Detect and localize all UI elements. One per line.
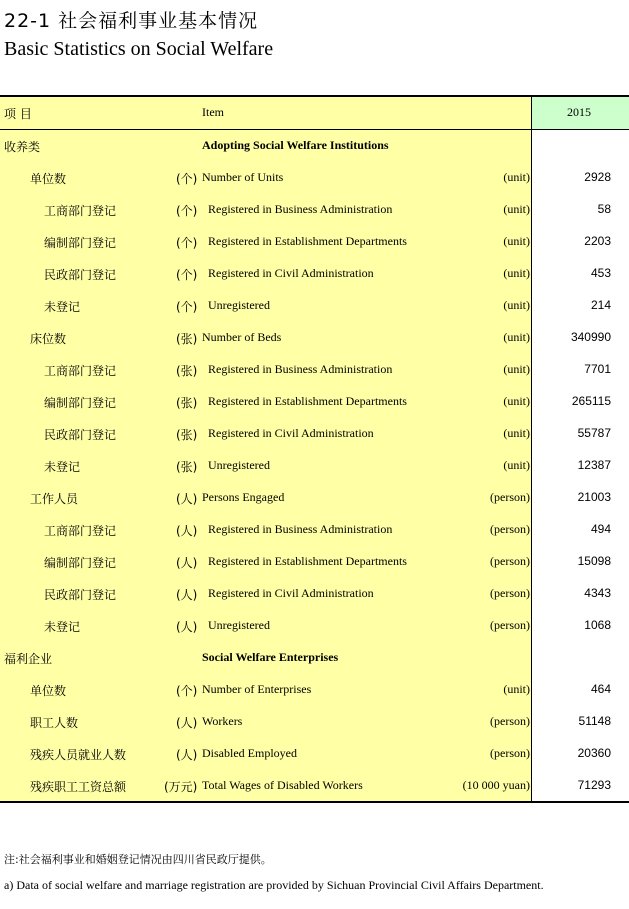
item-label-en: Registered in Establishment Departments [208, 394, 407, 408]
statistics-table [0, 95, 629, 802]
unit-label-en: (unit) [503, 330, 530, 344]
footnote-en: a) Data of social welfare and marriage registration are provided by Sichuan Provincial Civil Affairs Department. [4, 878, 544, 892]
column-divider [531, 386, 532, 418]
value-2015: 1068 [584, 618, 611, 632]
value-2015: 453 [590, 266, 611, 280]
unit-label-en: (unit) [503, 234, 530, 248]
section-label-en: Adopting Social Welfare Institutions [202, 138, 389, 152]
unit-label-cn: (个) [176, 684, 198, 698]
table-row [0, 482, 629, 514]
table-row [0, 418, 629, 450]
unit-label-cn: (人) [176, 748, 198, 762]
value-2015: 21003 [577, 490, 611, 504]
column-divider [531, 418, 532, 450]
table-row [0, 354, 629, 386]
unit-label-cn: (个) [176, 236, 198, 250]
item-label-cn: 编制部门登记 [44, 396, 117, 410]
column-divider [531, 322, 532, 354]
unit-label-cn: (张) [176, 428, 198, 442]
item-label-en: Registered in Establishment Departments [208, 234, 407, 248]
value-2015: 2203 [584, 234, 611, 248]
table-row [0, 578, 629, 610]
section-row [0, 642, 629, 674]
unit-label-cn: (个) [176, 172, 198, 186]
item-label-cn: 工商部门登记 [44, 204, 117, 218]
item-label-cn: 工商部门登记 [44, 524, 117, 538]
item-label-cn: 残疾人员就业人数 [30, 748, 127, 762]
unit-label-cn: (人) [176, 716, 198, 730]
item-label-en: Disabled Employed [202, 746, 297, 760]
table-row [0, 674, 629, 706]
item-label-en: Registered in Civil Administration [208, 426, 374, 440]
table-row [0, 258, 629, 290]
unit-label-en: (unit) [503, 298, 530, 312]
item-label-cn: 民政部门登记 [44, 588, 117, 602]
column-divider [531, 226, 532, 258]
value-2015: 265115 [571, 394, 611, 408]
item-label-cn: 床位数 [30, 332, 67, 346]
unit-label-cn: (个) [176, 204, 198, 218]
section-label-en: Social Welfare Enterprises [202, 650, 339, 664]
unit-label-cn: (人) [176, 492, 198, 506]
unit-label-en: (unit) [503, 170, 530, 184]
item-label-en: Registered in Business Administration [208, 202, 393, 216]
value-2015: 20360 [577, 746, 611, 760]
value-2015: 15098 [577, 554, 611, 568]
item-label-en: Unregistered [208, 458, 270, 472]
table-row [0, 162, 629, 194]
column-divider [531, 290, 532, 322]
item-label-en: Number of Units [202, 170, 284, 184]
table-row [0, 514, 629, 546]
value-2015: 494 [590, 522, 611, 536]
table-row [0, 226, 629, 258]
section-label-cn: 福利企业 [4, 652, 53, 666]
column-divider [531, 642, 532, 674]
unit-label-cn: (张) [176, 364, 198, 378]
item-label-cn: 单位数 [30, 684, 67, 698]
item-label-cn: 工商部门登记 [44, 364, 117, 378]
value-2015: 340990 [570, 330, 611, 344]
header-item-en: Item [202, 105, 224, 119]
unit-label-cn: (人) [176, 620, 198, 634]
table-row [0, 322, 629, 354]
table-row [0, 546, 629, 578]
unit-label-en: (unit) [503, 682, 530, 696]
unit-label-cn: (个) [176, 300, 198, 314]
item-label-cn: 编制部门登记 [44, 556, 117, 570]
unit-label-en: (unit) [503, 202, 530, 216]
item-label-en: Number of Beds [202, 330, 282, 344]
table-row [0, 706, 629, 738]
header-item-cn: 项 目 [4, 107, 32, 121]
item-label-en: Registered in Civil Administration [208, 266, 374, 280]
unit-label-en: (person) [490, 714, 530, 728]
value-2015: 51148 [578, 714, 611, 728]
value-2015: 2928 [584, 170, 611, 184]
column-divider [531, 674, 532, 706]
table-row [0, 290, 629, 322]
unit-label-en: (unit) [503, 394, 530, 408]
item-label-en: Registered in Business Administration [208, 522, 393, 536]
column-divider [531, 162, 532, 194]
value-2015: 464 [590, 682, 611, 696]
item-label-en: Registered in Business Administration [208, 362, 393, 376]
unit-label-en: (unit) [503, 362, 530, 376]
unit-label-en: (person) [490, 618, 530, 632]
unit-label-cn: (张) [176, 332, 198, 346]
table-row [0, 770, 629, 802]
header-year-cell [531, 97, 629, 129]
section-label-cn: 收养类 [4, 140, 41, 154]
unit-label-en: (person) [490, 586, 530, 600]
table-row [0, 450, 629, 482]
table-row [0, 610, 629, 642]
table-header [0, 95, 629, 130]
item-label-cn: 职工人数 [30, 716, 79, 730]
unit-label-cn: (万元) [164, 780, 198, 794]
column-divider [531, 194, 532, 226]
column-divider [531, 258, 532, 290]
unit-label-en: (unit) [503, 458, 530, 472]
column-divider [531, 610, 532, 642]
column-divider [531, 738, 532, 770]
table-bottom-rule [0, 801, 629, 803]
unit-label-en: (unit) [503, 426, 530, 440]
column-divider [531, 450, 532, 482]
item-label-en: Number of Enterprises [202, 682, 312, 696]
unit-label-en: (person) [490, 746, 530, 760]
item-label-cn: 编制部门登记 [44, 236, 117, 250]
footnote-cn: 注:社会福利事业和婚姻登记情况由四川省民政厅提供。 [4, 853, 272, 866]
item-label-cn: 残疾职工工资总额 [30, 780, 127, 794]
column-divider [531, 130, 532, 162]
column-divider [531, 546, 532, 578]
header-year: 2015 [567, 105, 591, 119]
unit-label-en: (person) [490, 490, 530, 504]
table-row [0, 194, 629, 226]
item-label-cn: 工作人员 [30, 492, 79, 506]
item-label-en: Total Wages of Disabled Workers [202, 778, 363, 792]
page-title-en: Basic Statistics on Social Welfare [4, 38, 274, 60]
value-2015: 71293 [577, 778, 611, 792]
value-2015: 12387 [577, 458, 611, 472]
section-row [0, 130, 629, 162]
column-divider [531, 354, 532, 386]
unit-label-cn: (人) [176, 556, 198, 570]
table-row [0, 386, 629, 418]
value-2015: 55787 [577, 426, 611, 440]
table-row [0, 738, 629, 770]
column-divider [531, 706, 532, 738]
column-divider [531, 578, 532, 610]
column-divider [531, 482, 532, 514]
value-2015: 214 [590, 298, 611, 312]
header-item-cell [0, 97, 531, 129]
unit-label-cn: (张) [176, 460, 198, 474]
item-label-cn: 单位数 [30, 172, 67, 186]
item-label-cn: 未登记 [44, 460, 81, 474]
unit-label-en: (10 000 yuan) [462, 778, 530, 792]
item-label-cn: 未登记 [44, 620, 81, 634]
item-label-cn: 民政部门登记 [44, 268, 117, 282]
unit-label-en: (unit) [503, 266, 530, 280]
unit-label-en: (person) [490, 554, 530, 568]
page-title-cn: 22-1 社会福利事业基本情况 [4, 10, 259, 32]
table-body [0, 130, 629, 802]
row-background [0, 706, 531, 738]
item-label-en: Registered in Establishment Departments [208, 554, 407, 568]
item-label-cn: 未登记 [44, 300, 81, 314]
column-divider [531, 770, 532, 802]
item-label-en: Persons Engaged [202, 490, 285, 504]
item-label-cn: 民政部门登记 [44, 428, 117, 442]
unit-label-en: (person) [490, 522, 530, 536]
value-2015: 7701 [584, 362, 611, 376]
item-label-en: Registered in Civil Administration [208, 586, 374, 600]
unit-label-cn: (个) [176, 268, 198, 282]
value-2015: 4343 [584, 586, 611, 600]
item-label-en: Unregistered [208, 298, 270, 312]
unit-label-cn: (人) [176, 588, 198, 602]
item-label-en: Unregistered [208, 618, 270, 632]
value-2015: 58 [597, 202, 611, 216]
unit-label-cn: (张) [176, 396, 198, 410]
item-label-en: Workers [202, 714, 243, 728]
unit-label-cn: (人) [176, 524, 198, 538]
column-divider [531, 514, 532, 546]
